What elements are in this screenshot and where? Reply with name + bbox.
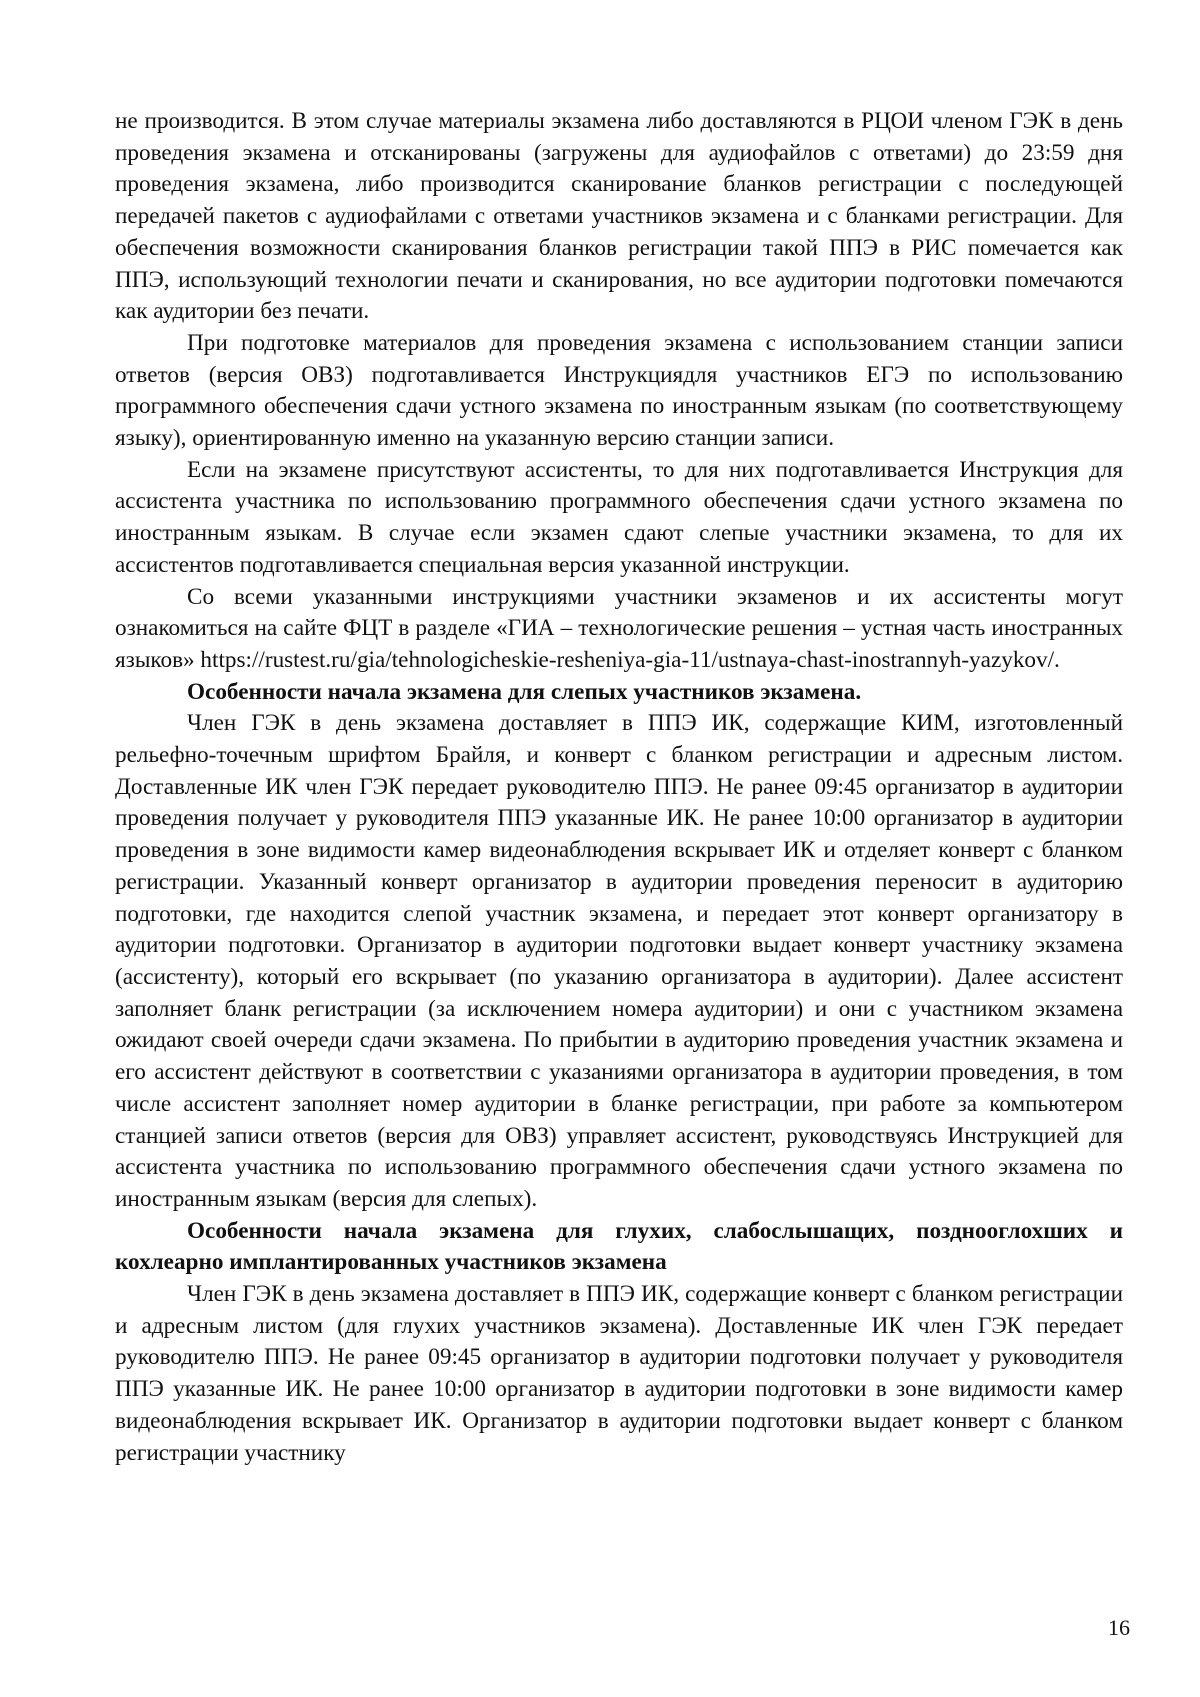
document-body <box>115 106 1123 1469</box>
section-heading-deaf: Особенности начала экзамена для глухих, слабослышащих, позднооглохших и кохлеарно имплантированных участников экзамена <box>115 1217 1123 1276</box>
paragraph-deaf-procedure: Член ГЭК в день экзамена доставляет в ППЭ ИК, содержащие конверт с бланком регистрации и адресным листом (для глухих участников экзамена). Доставленные ИК член ГЭК передает руководителю ППЭ. Не ранее 09:45 организатор в аудитории подготовки получает у руководителя ППЭ указанные ИК. Не ранее 10:00 организатор в аудитории подготовки в зоне видимости камер видеонаблюдения вскрывает ИК. Организатор в аудитории подготовки выдает конверт с бланком регистрации участнику <box>115 1281 1123 1466</box>
page-number: 16 <box>1108 1615 1130 1640</box>
paragraph-continuation: не производится. В этом случае материалы экзамена либо доставляются в РЦОИ членом ГЭК в день проведения экзамена и отсканированы (загружены для аудиофайлов с ответами) до 23:59 дня проведения экзамена, либо производится сканирование бланков регистрации с последующей передачей пакетов с аудиофайлами с ответами участников экзамена и с бланками регистрации. Для обеспечения возможности сканирования бланков регистрации такой ППЭ в РИС помечается как ППЭ, использующий технологии печати и сканирования, но все аудитории подготовки помечаются как аудитории без печати. <box>115 108 1123 325</box>
paragraph-assistants: Если на экзамене присутствуют ассистенты, то для них подготавливается Инструкция для ассистента участника по использованию программного обеспечения сдачи устного экзамена по иностранным языкам. В случае если экзамен сдают слепые участники экзамена, то для их ассистентов подготавливается специальная версия указанной инструкции. <box>115 456 1123 578</box>
paragraph-instructions-link: Со всеми указанными инструкциями участники экзаменов и их ассистенты могут ознакомиться на сайте ФЦТ в разделе «ГИА – технологические решения – устная часть иностранных языков» https://rustest.ru/gia/tehnologicheskie-resheniya-gia-11/ustnaya-chast-inostrannyh-yazykov/. <box>115 583 1123 673</box>
paragraph-materials-preparation: При подготовке материалов для проведения экзамена с использованием станции записи ответов (версия ОВЗ) подготавливается Инструкциядля участников ЕГЭ по использованию программного обеспечения сдачи устного экзамена по иностранным языкам (по соответствующему языку), ориентированную именно на указанную версию станции записи. <box>115 329 1123 452</box>
paragraph-blind-procedure: Член ГЭК в день экзамена доставляет в ППЭ ИК, содержащие КИМ, изготовленный рельефно-точечным шрифтом Брайля, и конверт с бланком регистрации и адресным листом. Доставленные ИК член ГЭК передает руководителю ППЭ. Не ранее 09:45 организатор в аудитории проведения получает у руководителя ППЭ указанные ИК. Не ранее 10:00 организатор в аудитории проведения в зоне видимости камер видеонаблюдения вскрывает ИК и отделяет конверт с бланком регистрации. Указанный конверт организатор в аудитории проведения переносит в аудиторию подготовки, где находится слепой участник экзамена, и передает этот конверт организатору в аудитории подготовки. Организатор в аудитории подготовки выдает конверт участнику экзамена (ассистенту), который его вскрывает (по указанию организатора в аудитории). Далее ассистент заполняет бланк регистрации (за исключением номера аудитории) и они с участником экзамена ожидают своей очереди сдачи экзамена. По прибытии в аудиторию проведения участник экзамена и его ассистент действуют в соответствии с указаниями организатора в аудитории проведения, в том числе ассистент заполняет номер аудитории в бланке регистрации, при работе за компьютером станцией записи ответов (версия для ОВЗ) управляет ассистент, руководствуясь Инструкцией для ассистента участника по использованию программного обеспечения сдачи устного экзамена по иностранным языкам (версия для слепых). <box>115 710 1123 1212</box>
section-heading-blind: Особенности начала экзамена для слепых участников экзамена. <box>187 678 862 705</box>
